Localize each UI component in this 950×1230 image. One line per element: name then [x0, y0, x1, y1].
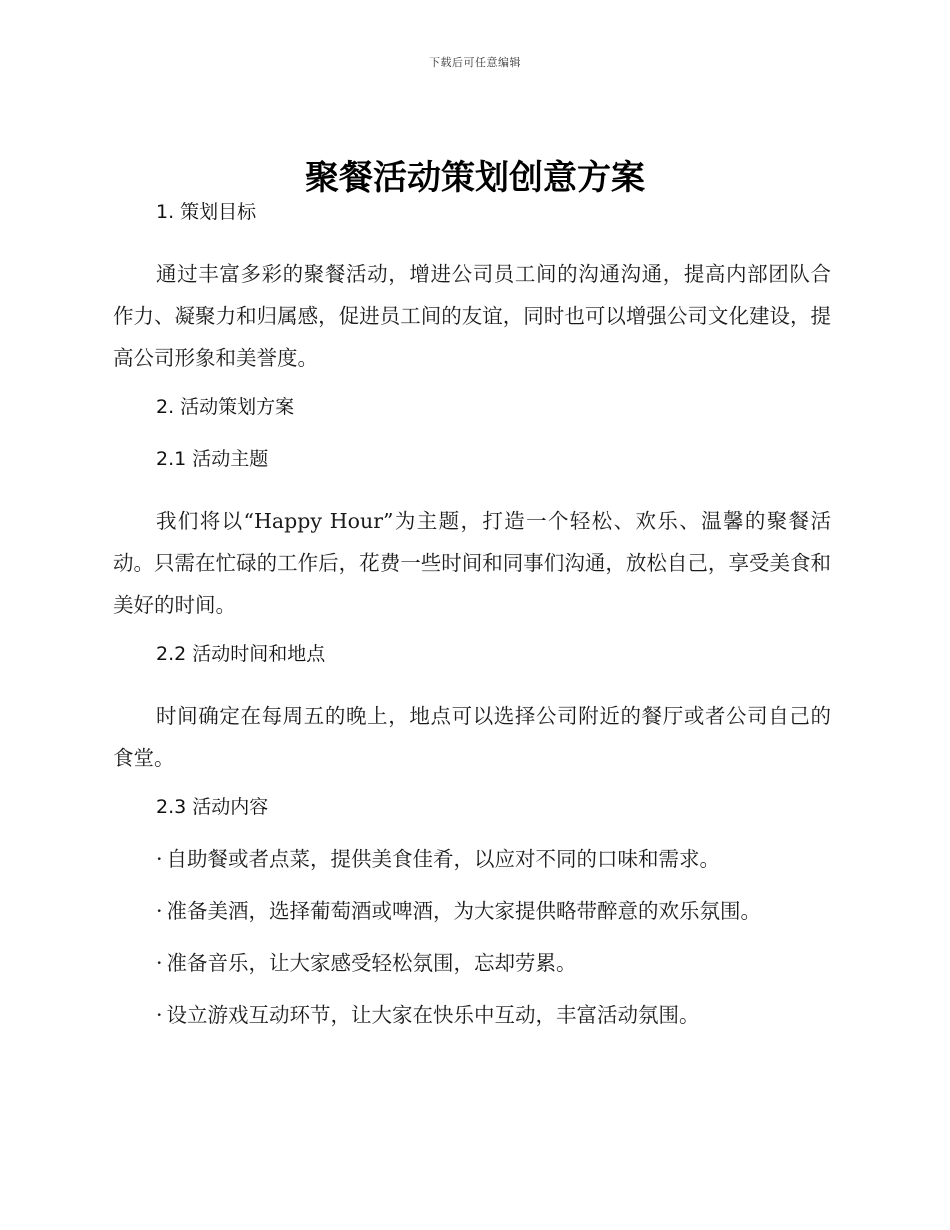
bullet-icon: ·	[156, 1003, 163, 1027]
bullet-icon: ·	[156, 847, 163, 871]
list-item-text: 自助餐或者点菜，提供美食佳肴，以应对不同的口味和需求。	[166, 847, 721, 871]
list-item	[113, 1001, 831, 1029]
bullet-icon: ·	[156, 899, 163, 923]
section-paragraph-time-place: 时间确定在每周五的晚上，地点可以选择公司附近的餐厅或者公司自己的食堂。	[113, 704, 831, 770]
list-item	[113, 897, 831, 925]
section-paragraph-goal: 通过丰富多彩的聚餐活动，增进公司员工间的沟通沟通，提高内部团队合作力、凝聚力和归属感，促进员工间的友谊，同时也可以增强公司文化建设，提高公司形象和美誉度。	[113, 262, 831, 370]
document-body	[113, 198, 831, 1029]
section-heading-goal: 1. 策划目标	[156, 201, 257, 223]
list-item	[113, 845, 831, 873]
bullet-icon: ·	[156, 951, 163, 975]
list-item	[113, 949, 831, 977]
header-note: 下载后可任意编辑	[429, 56, 521, 69]
section-heading-plan: 2. 活动策划方案	[156, 396, 295, 418]
section-heading-time-place: 2.2 活动时间和地点	[156, 643, 326, 665]
list-item-text: 准备音乐，让大家感受轻松氛围，忘却劳累。	[166, 951, 577, 975]
list-item-text: 设立游戏互动环节，让大家在快乐中互动，丰富活动氛围。	[166, 1003, 700, 1027]
list-item-text: 准备美酒，选择葡萄酒或啤酒，为大家提供略带醉意的欢乐氛围。	[166, 899, 762, 923]
section-heading-content: 2.3 活动内容	[156, 796, 269, 818]
section-paragraph-theme: 我们将以“Happy Hour”为主题，打造一个轻松、欢乐、温馨的聚餐活动。只需在忙碌的工作后，花费一些时间和同事们沟通，放松自己，享受美食和美好的时间。	[113, 509, 831, 617]
section-heading-theme: 2.1 活动主题	[156, 448, 269, 470]
document-title: 聚餐活动策划创意方案	[305, 158, 645, 198]
